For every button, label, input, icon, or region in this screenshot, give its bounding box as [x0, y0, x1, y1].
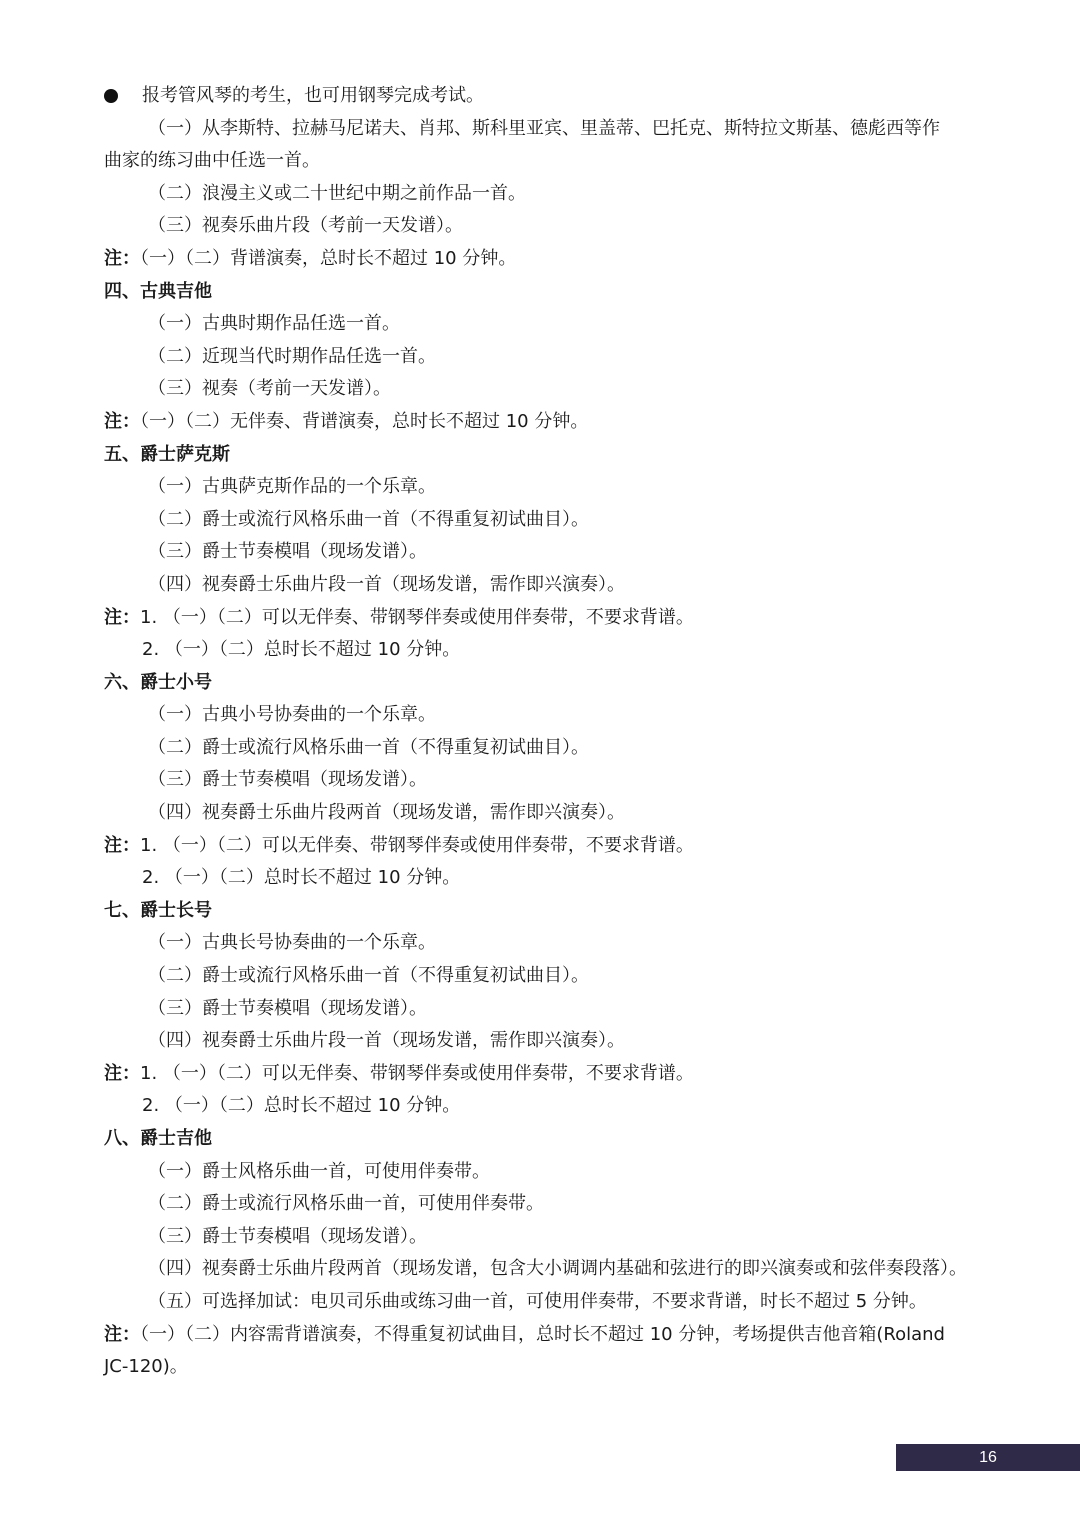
guitar-item-3: （三）视奏（考前一天发谱）。 — [148, 378, 391, 400]
section-heading-jazz-guitar: 八、爵士吉他 — [104, 1128, 212, 1149]
trumpet-note-1 — [104, 830, 984, 863]
note-label: 注： — [104, 247, 140, 269]
organ-item-1: （一）从李斯特、拉赫马尼诺夫、肖邦、斯科里亚宾、里盖蒂、巴托克、斯特拉文斯基、德彪西等作 — [148, 117, 940, 139]
sax-item-1: （一）古典萨克斯作品的一个乐章。 — [148, 476, 436, 498]
bullet-dot-icon — [104, 89, 118, 103]
sax-note-1 — [104, 602, 984, 635]
note-text: 1. （一）（二）可以无伴奏、带钢琴伴奏或使用伴奏带，不要求背谱。 — [140, 1062, 694, 1084]
sax-item-2: （二）爵士或流行风格乐曲一首（不得重复初试曲目）。 — [148, 508, 589, 530]
sax-item-4: （四）视奏爵士乐曲片段一首（现场发谱，需作即兴演奏）。 — [148, 573, 625, 595]
note-text: 1. （一）（二）可以无伴奏、带钢琴伴奏或使用伴奏带，不要求背谱。 — [140, 606, 694, 628]
bullet-text: 报考管风琴的考生，也可用钢琴完成考试。 — [142, 85, 484, 106]
bullet-item — [104, 80, 984, 113]
jazz-guitar-item-2: （二）爵士或流行风格乐曲一首，可使用伴奏带。 — [148, 1193, 544, 1215]
trombone-item-4: （四）视奏爵士乐曲片段一首（现场发谱，需作即兴演奏）。 — [148, 1030, 625, 1052]
trumpet-note-2: 2. （一）（二）总时长不超过 10 分钟。 — [142, 867, 461, 889]
organ-item-2: （二）浪漫主义或二十世纪中期之前作品一首。 — [148, 182, 526, 204]
note-text: 1. （一）（二）可以无伴奏、带钢琴伴奏或使用伴奏带，不要求背谱。 — [140, 834, 694, 856]
organ-item-1-continued: 曲家的练习曲中任选一首。 — [104, 150, 320, 172]
trumpet-item-2: （二）爵士或流行风格乐曲一首（不得重复初试曲目）。 — [148, 736, 589, 758]
organ-item-3: （三）视奏乐曲片段（考前一天发谱）。 — [148, 215, 463, 237]
trombone-note-1 — [104, 1058, 984, 1091]
note-label: 注： — [104, 834, 140, 856]
trombone-note-2: 2. （一）（二）总时长不超过 10 分钟。 — [142, 1095, 461, 1117]
trombone-item-1: （一）古典长号协奏曲的一个乐章。 — [148, 932, 436, 954]
section-heading-jazz-sax: 五、爵士萨克斯 — [104, 443, 230, 465]
guitar-note — [104, 406, 984, 439]
note-label: 注： — [104, 1062, 140, 1084]
section-heading-classical-guitar: 四、古典吉他 — [104, 280, 212, 302]
trombone-item-3: （三）爵士节奏模唱（现场发谱）。 — [148, 997, 427, 1019]
guitar-item-2: （二）近现当代时期作品任选一首。 — [148, 345, 436, 367]
jazz-guitar-item-3: （三）爵士节奏模唱（现场发谱）。 — [148, 1225, 427, 1247]
trumpet-item-3: （三）爵士节奏模唱（现场发谱）。 — [148, 769, 427, 791]
section-heading-jazz-trombone: 七、爵士长号 — [104, 899, 212, 921]
page-number: 16 — [896, 1444, 1080, 1471]
jazz-guitar-item-4: （四）视奏爵士乐曲片段两首（现场发谱，包含大小调调内基础和弦进行的即兴演奏或和弦伴奏段落）。 — [148, 1258, 967, 1280]
organ-note — [104, 243, 984, 276]
section-heading-jazz-trumpet: 六、爵士小号 — [104, 671, 212, 693]
note-text: （一）（二）背谱演奏，总时长不超过 10 分钟。 — [140, 247, 517, 269]
note-label: 注： — [104, 410, 140, 432]
jazz-guitar-item-5: （五）可选择加试：电贝司乐曲或练习曲一首，可使用伴奏带，不要求背谱，时长不超过 5 分钟。 — [148, 1290, 927, 1312]
jazz-guitar-item-1: （一）爵士风格乐曲一首，可使用伴奏带。 — [148, 1160, 490, 1182]
trombone-item-2: （二）爵士或流行风格乐曲一首（不得重复初试曲目）。 — [148, 965, 589, 987]
jazz-guitar-note-continued: JC-120)。 — [104, 1356, 188, 1378]
note-label: 注： — [104, 1323, 140, 1345]
note-text: （一）（二）无伴奏、背谱演奏，总时长不超过 10 分钟。 — [140, 410, 589, 432]
trumpet-item-4: （四）视奏爵士乐曲片段两首（现场发谱，需作即兴演奏）。 — [148, 802, 625, 824]
sax-note-2: 2. （一）（二）总时长不超过 10 分钟。 — [142, 639, 461, 661]
sax-item-3: （三）爵士节奏模唱（现场发谱）。 — [148, 541, 427, 563]
jazz-guitar-note — [104, 1319, 984, 1352]
trumpet-item-1: （一）古典小号协奏曲的一个乐章。 — [148, 704, 436, 726]
note-text: （一）（二）内容需背谱演奏，不得重复初试曲目，总时长不超过 10 分钟，考场提供吉他音箱(Roland — [140, 1323, 945, 1345]
guitar-item-1: （一）古典时期作品任选一首。 — [148, 313, 400, 335]
note-label: 注： — [104, 606, 140, 628]
document-body — [104, 80, 984, 1384]
